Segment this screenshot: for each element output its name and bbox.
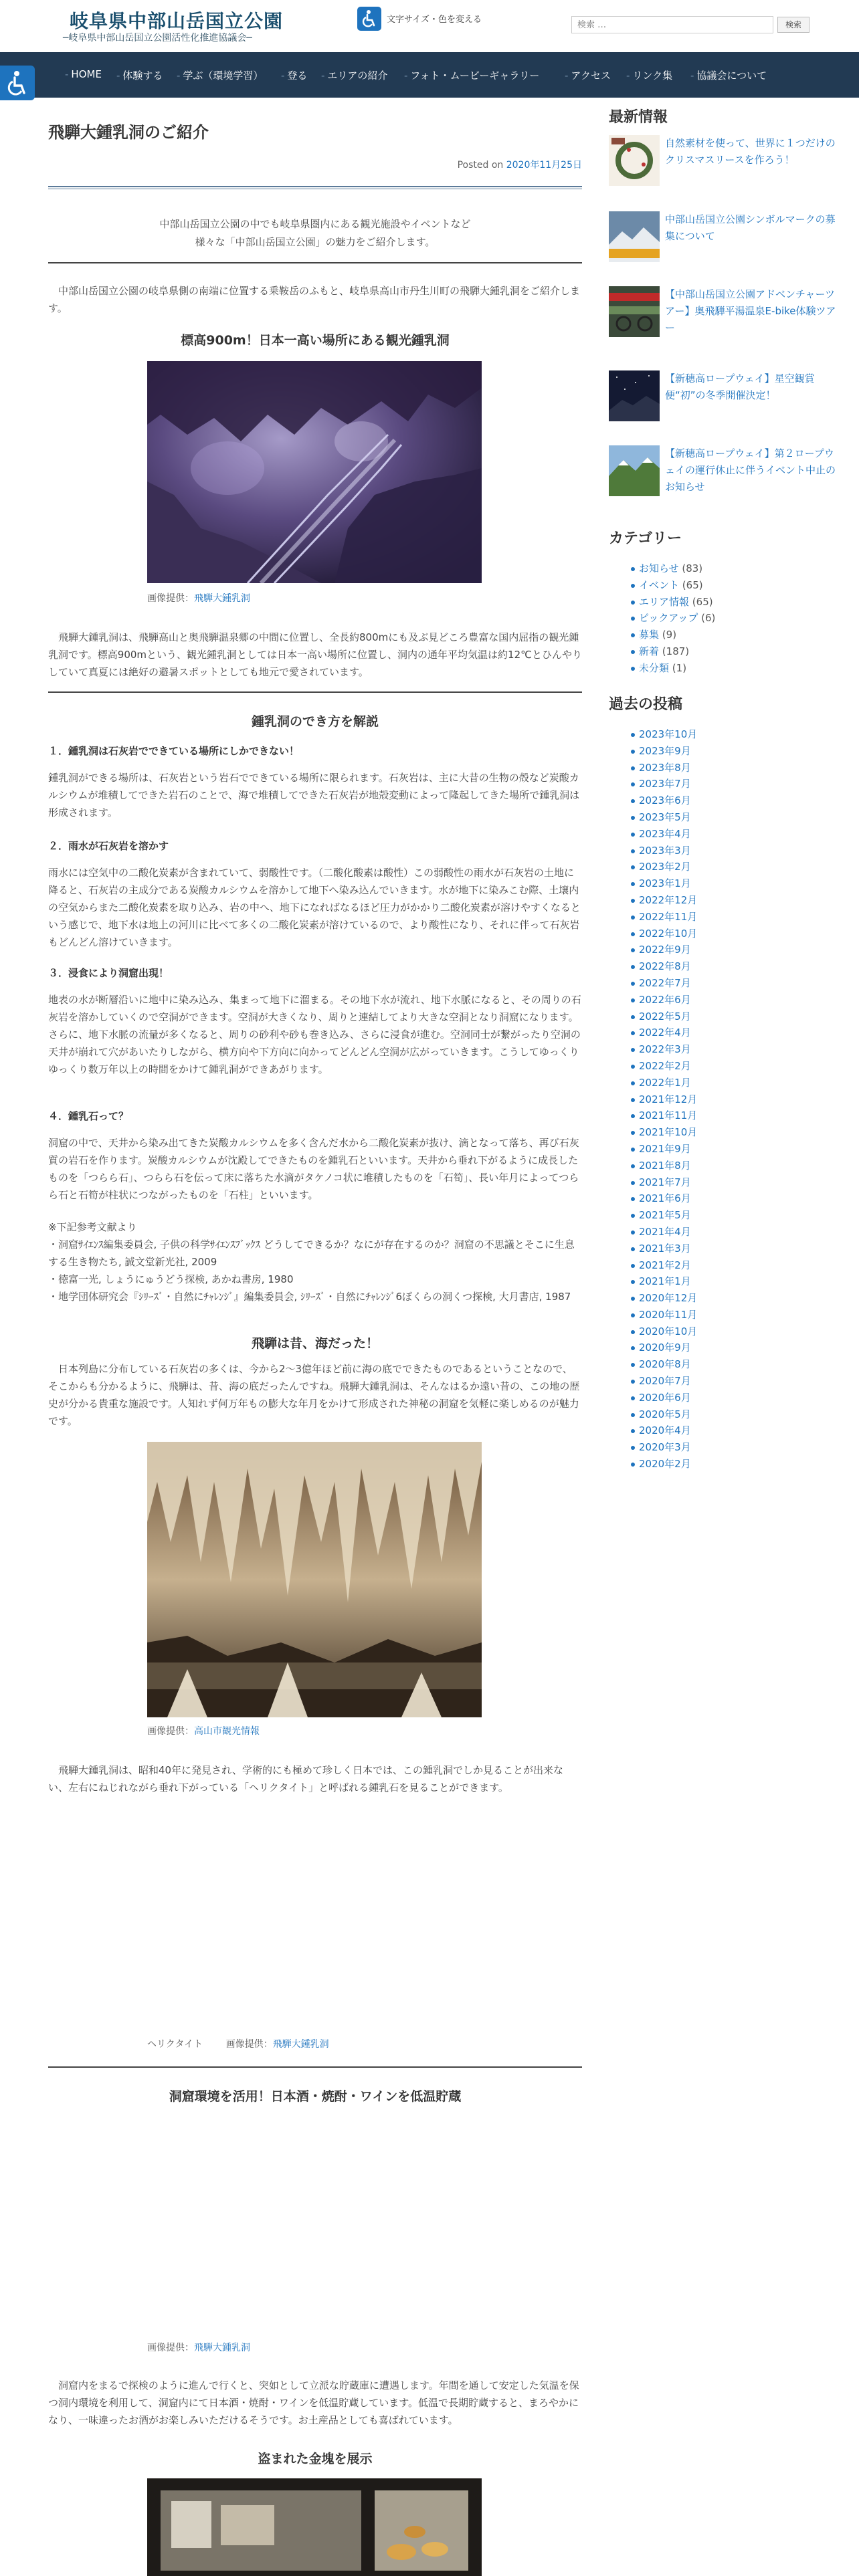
archive-item[interactable]: 2021年4月	[609, 1224, 836, 1241]
recent-post-thumbnail[interactable]	[609, 211, 660, 262]
divider	[48, 262, 582, 263]
cave-photo-2	[147, 1442, 482, 1717]
recent-post-link[interactable]: 中部山岳国立公園シンボルマークの募集について	[665, 213, 836, 242]
archive-item[interactable]: 2022年10月	[609, 926, 836, 942]
archive-item[interactable]: 2020年12月	[609, 1290, 836, 1307]
archive-item[interactable]: 2021年1月	[609, 1273, 836, 1290]
step-body: 鍾乳洞ができる場所は、石灰岩という岩石でできている場所に限られます。石灰岩は、主に大昔の生物の殻など炭酸カルシウムが堆積してできた岩石のことで、海で堆積してできた石灰岩が地殻変動によって隆起してきた場所で鍾乳洞は形成されます。	[48, 772, 580, 819]
caption-link[interactable]: 飛騨大鍾乳洞	[194, 2343, 250, 2353]
divider	[48, 691, 582, 693]
post-date-link[interactable]: 2020年11月25日	[506, 160, 582, 171]
archive-item[interactable]: 2022年4月	[609, 1025, 836, 1041]
recent-post[interactable]	[609, 445, 836, 506]
step-body: 地表の水が断層沿いに地中に染み込み、集まって地下に溜まる。その地下水が流れ、地下水脈になると、その周りの石灰岩を溶かしていくので空洞ができます。空洞が大きくなり、周りと連結してより大きな空洞となり洞窟になります。さらに、地下水脈の流量が多くなると、周りの砂利や砂も巻き込み、さらに浸食が進む。空洞同士が繋がったり空洞の天井が崩れて穴があいたりしながら、横方向や下方向に向かってどんどん空洞が広がっていきます。こうしてゆっくりゆっくり数万年以上の時間をかけて鍾乳洞ができあがります。	[48, 994, 581, 1075]
categories-title: カテゴリー	[609, 530, 682, 547]
archive-item[interactable]: 2022年7月	[609, 975, 836, 992]
archive-item[interactable]: 2022年6月	[609, 992, 836, 1008]
post-date: Posted on 2020年11月25日	[457, 160, 582, 171]
site-title[interactable]: 岐阜県中部山岳国立公園	[70, 10, 284, 32]
archive-item[interactable]: 2020年6月	[609, 1390, 836, 1406]
section-heading: 鍾乳洞のでき方を解説	[251, 714, 379, 729]
recent-post-thumbnail[interactable]	[609, 135, 660, 186]
search-button[interactable]: 検索	[777, 17, 809, 33]
section3-body2: 飛騨大鍾乳洞は、昭和40年に発見され、学術的にも極めて珍しく日本では、この鍾乳洞でしか見ることが出来ない、左右にねじれながら垂れ下がっている「ヘリクタイト」と呼ばれる鍾乳石を見ることができます。	[48, 1764, 563, 1794]
archives-title: 過去の投稿	[609, 696, 683, 713]
recent-post-thumbnail[interactable]	[609, 370, 660, 421]
archive-item[interactable]: 2020年10月	[609, 1323, 836, 1340]
archive-item[interactable]: 2020年11月	[609, 1307, 836, 1323]
accessibility-toggle-icon[interactable]	[0, 66, 35, 100]
category-item[interactable]: 募集 (9)	[609, 627, 836, 643]
archive-item[interactable]: 2021年10月	[609, 1124, 836, 1141]
photo-caption: 画像提供：飛騨大鍾乳洞	[147, 593, 250, 604]
archive-item[interactable]: 2020年3月	[609, 1439, 836, 1456]
section-heading: 飛騨は昔、海だった！	[251, 1336, 379, 1351]
section-heading: 洞窟環境を活用！日本酒・焼酎・ワインを低温貯蔵	[169, 2089, 462, 2104]
archive-item[interactable]: 2023年7月	[609, 776, 836, 792]
category-item[interactable]: エリア情報 (65)	[609, 594, 836, 611]
recent-post[interactable]	[609, 286, 836, 346]
section-heading: 盗まれた金塊を展示	[258, 2452, 373, 2466]
category-item[interactable]: イベント (65)	[609, 577, 836, 594]
archive-item[interactable]: 2021年11月	[609, 1107, 836, 1124]
category-item[interactable]: お知らせ (83)	[609, 560, 836, 577]
archive-item[interactable]: 2023年6月	[609, 792, 836, 809]
entry-title: 飛騨大鍾乳洞のご紹介	[48, 123, 209, 142]
recent-posts-title: 最新情報	[609, 109, 668, 126]
archive-item[interactable]: 2022年11月	[609, 909, 836, 926]
divider	[48, 2066, 582, 2068]
archive-item[interactable]: 2023年5月	[609, 809, 836, 826]
archive-item[interactable]: 2022年12月	[609, 892, 836, 909]
photo-caption: ヘリクタイト 画像提供：飛騨大鍾乳洞	[147, 2039, 329, 2050]
recent-post-link[interactable]: 【新穂高ロープウェイ】第２ロープウェイの運行休止に伴うイベント中止のお知らせ	[665, 447, 836, 493]
archive-item[interactable]: 2023年2月	[609, 859, 836, 875]
nav-item-areas[interactable]: - エリアの紹介	[321, 70, 388, 82]
nav-item-links[interactable]: - リンク集	[626, 70, 673, 82]
photo-caption: 画像提供：飛騨大鍾乳洞	[147, 2343, 250, 2353]
category-item[interactable]: 未分類 (1)	[609, 660, 836, 677]
recent-post[interactable]	[609, 135, 836, 195]
nav-item-about[interactable]: - 協議会について	[690, 70, 767, 82]
archive-item[interactable]: 2022年8月	[609, 958, 836, 975]
nav-item-gallery[interactable]: - フォト・ムービーギャラリー	[404, 70, 540, 82]
accessibility-label[interactable]: 文字サイズ・色を変える	[387, 15, 482, 25]
nav-item-home[interactable]: - HOME	[65, 68, 102, 80]
archive-item[interactable]: 2021年12月	[609, 1091, 836, 1108]
references: ※下記参考文献より ・洞窟ｻｲｴﾝｽ編集委員会, 子供の科学ｻｲｴﾝｽﾌﾞｯｸｽ どうしてできるか？なにが存在するのか？洞窟の不思議とそこに生息する生き物たち, 誠文堂新光社, 2009 ・徳富一光, しょうにゅうどう探検, あかね書房, 1980 ・地学団体研究会『ｼﾘｰｽﾞ・自然にﾁｬﾚﾝｼﾞ』編集委員会, ｼﾘｰｽﾞ・自然にﾁｬﾚﾝｼﾞ6ぼくらの洞くつ探検, 大月書店, 1987	[48, 1221, 575, 1303]
recent-post-thumbnail[interactable]	[609, 286, 660, 337]
archive-item[interactable]: 2020年8月	[609, 1356, 836, 1373]
caption-link[interactable]: 高山市観光情報	[194, 1726, 260, 1737]
main-navigation	[0, 52, 859, 98]
category-item[interactable]: 新着 (187)	[609, 643, 836, 660]
archive-item[interactable]: 2021年3月	[609, 1241, 836, 1257]
step-heading: ２．雨水が石灰岩を溶かす	[48, 840, 169, 852]
archive-item[interactable]: 2020年2月	[609, 1456, 836, 1473]
nav-item-climb[interactable]: - 登る	[281, 70, 308, 82]
nav-item-experience[interactable]: - 体験する	[116, 70, 163, 82]
archive-item[interactable]: 2021年8月	[609, 1158, 836, 1174]
archive-item[interactable]: 2022年1月	[609, 1075, 836, 1091]
cave-photo-1	[147, 361, 482, 583]
archive-item[interactable]: 2022年9月	[609, 942, 836, 958]
section3-body: 日本列島に分布している石灰岩の多くは、今から2〜3億年ほど前に海の底でできたものであるということなので、そこからも分かるように、飛騨は、昔、海の底だったんですね。飛騨大鍾乳洞は、そんなはるか遠い昔の、この地の歴史が分かる貴重な施設です。人知れず何万年もの膨大な年月をかけて形成された神秘の洞窟を気軽に楽しめるのが魅力です。	[48, 1363, 580, 1427]
step-body: 洞窟の中で、天井から染み出てきた炭酸カルシウムを多く含んだ水から二酸化炭素が抜け、滴となって落ち、再び石灰質の岩石を作ります。炭酸カルシウムが沈殿してできたものを鍾乳石といいます。天井から垂れ下がるように成長したものを「つらら石」、つらら石を伝って床に落ちた水滴がタケノコ状に堆積したものを「石筍」、長い年月によってつらら石と石筍が柱状につながったものを「石柱」といいます。	[48, 1137, 579, 1201]
archive-item[interactable]: 2020年7月	[609, 1373, 836, 1390]
archive-item[interactable]: 2022年3月	[609, 1041, 836, 1058]
archive-item[interactable]: 2023年10月	[609, 726, 836, 743]
archive-item[interactable]: 2023年8月	[609, 760, 836, 776]
caption-link[interactable]: 飛騨大鍾乳洞	[194, 593, 250, 604]
gold-display-photo	[147, 2478, 482, 2576]
archive-item[interactable]: 2023年1月	[609, 875, 836, 892]
archive-item[interactable]: 2023年9月	[609, 743, 836, 760]
archive-item[interactable]: 2022年5月	[609, 1008, 836, 1025]
caption-link[interactable]: 飛騨大鍾乳洞	[272, 2039, 329, 2050]
archive-item[interactable]: 2023年4月	[609, 826, 836, 843]
nav-item-learn[interactable]: - 学ぶ（環境学習）	[177, 70, 264, 82]
step-heading: ４．鍾乳石って？	[48, 1110, 129, 1122]
category-item[interactable]: ピックアップ (6)	[609, 610, 836, 627]
archive-item[interactable]: 2020年4月	[609, 1422, 836, 1439]
step-body: 雨水には空気中の二酸化炭素が含まれていて、弱酸性です。（二酸化酸素は酸性）この弱酸性の雨水が石灰岩の土地に降ると、石灰岩の主成分である炭酸カルシウムを溶かして地下へ染み込んでいきます。水が地下に染みこむ際、土壌内の空気からまた二酸化炭素を取り込み、岩の中へ、地下になればなるほど圧力がかかり二酸化炭素が溶けやすくなるという感じで、地下水は地上の河川に比べて多くの二酸化炭素が溶けているので、より酸性になり、それに伴って石灰岩もどんどん溶けていきます。	[48, 867, 581, 948]
section-heading: 標高900m！日本一高い場所にある観光鍾乳洞	[181, 333, 450, 348]
archive-item[interactable]: 2021年5月	[609, 1207, 836, 1224]
search-input[interactable]	[571, 16, 773, 33]
recent-post-thumbnail[interactable]	[609, 445, 660, 496]
archive-item[interactable]: 2021年7月	[609, 1174, 836, 1191]
site-tagline: ─岐阜県中部山岳国立公園活性化推進協議会─	[63, 33, 252, 43]
step-heading: ３．浸食により洞窟出現！	[48, 967, 169, 979]
archive-item[interactable]: 2020年5月	[609, 1406, 836, 1423]
recent-post[interactable]	[609, 370, 836, 431]
archive-item[interactable]: 2021年6月	[609, 1190, 836, 1207]
nav-item-access[interactable]: - アクセス	[565, 70, 611, 82]
category-list	[609, 560, 836, 677]
photo-caption: 画像提供：高山市観光情報	[147, 1726, 260, 1737]
archive-list	[609, 726, 836, 1473]
step-heading: １．鍾乳洞は石灰岩でできている場所にしかできない！	[48, 745, 300, 757]
archive-item[interactable]: 2021年2月	[609, 1257, 836, 1274]
recent-post[interactable]	[609, 211, 836, 272]
archive-item[interactable]: 2023年3月	[609, 843, 836, 859]
intro-text: 中部山岳国立公園の中でも岐阜県圏内にある観光施設やイベントなど 様々な「中部山岳国立公園」の魅力をご紹介します。	[159, 218, 471, 248]
accessibility-icon[interactable]	[357, 7, 381, 31]
archive-item[interactable]: 2020年9月	[609, 1339, 836, 1356]
archive-item[interactable]: 2022年2月	[609, 1058, 836, 1075]
divider	[48, 186, 582, 189]
recent-post-link[interactable]: 【新穂高ロープウェイ】星空観賞便“初”の冬季開催決定！	[665, 372, 815, 401]
section1-body: 飛騨大鍾乳洞は、飛騨高山と奥飛騨温泉郷の中間に位置し、全長約800mにも及ぶ見どころ豊富な国内屈指の観光鍾乳洞です。標高900mという、観光鍾乳洞としては日本一高い場所に位置し、洞内の通年平均気温は約12℃とひんやりしていて真夏には絶好の避暑スポットとしても地元で愛されています。	[48, 631, 582, 678]
lead-text: 中部山岳国立公園の岐阜県側の南端に位置する乗鞍岳のふもと、岐阜県高山市丹生川町の飛騨大鍾乳洞をご紹介します。	[48, 285, 581, 314]
archive-item[interactable]: 2021年9月	[609, 1141, 836, 1158]
site-header	[0, 0, 859, 52]
recent-post-link[interactable]: 自然素材を使って、世界に１つだけのクリスマスリースを作ろう！	[665, 137, 836, 166]
recent-post-link[interactable]: 【中部山岳国立公園アドベンチャーツアー】奥飛騨平湯温泉E-bike体験ツアー	[665, 288, 836, 334]
section4-body: 洞窟内をまるで探検のように進んで行くと、突如として立派な貯蔵庫に遭遇します。年間を通して安定した気温を保つ洞内環境を利用して、洞窟内にて日本酒・焼酎・ワインを低温貯蔵しています。低温で長期貯蔵すると、まろやかになり、一味違ったお酒がお楽しみいただけるそうです。お土産品としても喜ばれています。	[48, 2379, 579, 2426]
